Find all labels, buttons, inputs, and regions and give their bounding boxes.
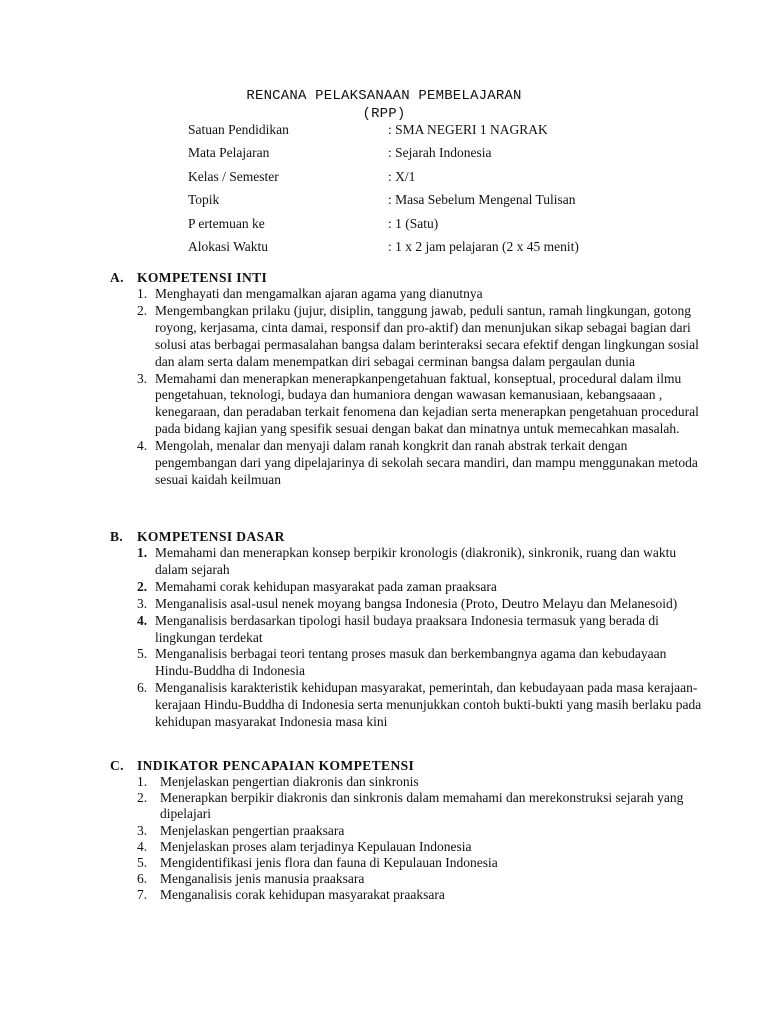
item-number: 5. — [137, 646, 148, 662]
info-value: : X/1 — [388, 168, 416, 184]
list-item — [110, 646, 707, 680]
list-item — [110, 680, 707, 731]
item-number: 2. — [137, 302, 148, 318]
item-text: Memahami dan menerapkan menerapkanpengetahuan faktual, konseptual, procedural dalam ilmu pengetahuan, teknologi, budaya dan humaniora dengan wawasan kemanusiaan, kebangsaaan , kenegaraan, dan peradaban terkait fenomena dan kejadian serta menerapkan pengetahuan procedural pada bidang kajian yang spesifik sesuai dengan bakat dan minatnya untuk memecahkan masalah. — [155, 370, 699, 437]
item-text: Menghayati dan mengamalkan ajaran agama yang dianutnya — [155, 286, 483, 301]
item-text: Menerapkan berpikir diakronis dan sinkronis dalam memahami dan merekonstruksi sejarah yang dipelajari — [160, 790, 684, 822]
item-number: 3. — [137, 822, 148, 838]
item-text: Mengolah, menalar dan menyaji dalam ranah kongkrit dan ranah abstrak terkait dengan pengembangan dari yang dipelajarinya di sekolah secara mandiri, dan mampu menggunakan metoda sesuai kaidah keilmuan — [155, 438, 698, 487]
info-value: : Masa Sebelum Mengenal Tulisan — [388, 192, 576, 208]
item-text: Menganalisis berdasarkan tipologi hasil budaya praaksara Indonesia termasuk yang berada di lingkungan terdekat — [155, 612, 659, 645]
item-number: 5. — [137, 855, 148, 871]
info-row-satuan — [188, 121, 748, 144]
item-number: 6. — [137, 871, 148, 887]
item-text: Menganalisis karakteristik kehidupan masyarakat, pemerintah, dan kebudayaan pada masa kerajaan-kerajaan Hindu-Buddha di Indonesia serta menunjukkan contoh bukti-bukti yang masih berlaku pada kehidupan masyarakat Indonesia masa kini — [155, 680, 702, 730]
item-text: Memahami dan menerapkan konsep berpikir kronologis (diakronik), sinkronik, ruang dan waktu dalam sejarah — [155, 545, 677, 577]
section-title: KOMPETENSI INTI — [137, 270, 268, 285]
list-item — [110, 545, 707, 579]
info-row-pertemuan — [188, 215, 748, 238]
info-row-mapel — [188, 144, 748, 167]
item-list — [110, 545, 710, 731]
item-number: 4. — [137, 838, 148, 854]
item-number: 2. — [137, 790, 148, 806]
list-item — [110, 839, 712, 855]
item-list — [110, 774, 710, 904]
section-letter: A. — [110, 270, 124, 285]
item-text: Menganalisis asal-usul nenek moyang bangsa Indonesia (Proto, Deutro Melayu dan Melanesoid) — [155, 595, 678, 611]
list-item — [110, 887, 712, 903]
item-text: Mengembangkan prilaku (jujur, disiplin, tanggung jawab, peduli santun, ramah lingkungan, gotong royong, kerjasama, cinta damai, responsif dan pro-aktif) dan menunjukan sikap sebagai bagian dari solusi atas berbagai permasalahan bangsa dalam berinteraksi secara efektif dengan lingkungan sosial dan alam serta dalam menempatkan diri sebagai cerminan bangsa dalam pergaulan dunia — [155, 302, 699, 369]
item-number: 3. — [137, 595, 148, 611]
item-text: Menganalisis corak kehidupan masyarakat praaksara — [160, 887, 445, 903]
item-number: 1. — [137, 545, 148, 560]
document-title: RENCANA PELAKSANAAN PEMBELAJARAN — [246, 88, 522, 104]
info-row-kelas — [188, 168, 748, 191]
info-value: : SMA NEGERI 1 NAGRAK — [388, 122, 548, 137]
list-item — [110, 871, 712, 887]
info-label: Satuan Pendidikan — [188, 122, 289, 137]
list-item — [110, 438, 707, 489]
item-text: Menganalisis berbagai teori tentang proses masuk dan berkembangnya agama dan kebudayaan Hindu-Buddha di Indonesia — [155, 646, 667, 679]
info-label: Topik — [188, 192, 220, 208]
list-item — [110, 371, 707, 439]
list-item — [110, 596, 707, 613]
section-heading — [110, 270, 710, 286]
section-kompetensi-inti — [110, 270, 710, 489]
info-value: : 1 (Satu) — [388, 215, 439, 231]
info-label: P ertemuan ke — [188, 215, 265, 231]
identity-table — [188, 121, 748, 261]
info-row-topik — [188, 191, 748, 214]
item-text: Menjelaskan pengertian praaksara — [160, 822, 345, 838]
list-item — [110, 613, 707, 647]
section-heading — [110, 758, 710, 774]
info-label: Mata Pelajaran — [188, 145, 270, 161]
item-number: 1. — [137, 774, 148, 789]
list-item — [110, 579, 707, 596]
info-label: Kelas / Semester — [188, 168, 279, 184]
list-item — [110, 790, 712, 822]
item-text: Menganalisis jenis manusia praaksara — [160, 871, 365, 887]
item-number: 6. — [137, 680, 148, 696]
info-label: Alokasi Waktu — [188, 238, 269, 254]
item-number: 1. — [137, 286, 148, 301]
item-text: Mengidentifikasi jenis flora dan fauna di Kepulauan Indonesia — [160, 855, 498, 871]
section-letter: B. — [110, 529, 124, 544]
section-heading — [110, 529, 710, 545]
section-indikator — [110, 758, 710, 904]
info-row-alokasi — [188, 238, 748, 261]
section-letter: C. — [110, 758, 124, 773]
item-text: Memahami corak kehidupan masyarakat pada zaman praaksara — [155, 578, 497, 594]
list-item — [110, 286, 707, 303]
list-item — [110, 855, 712, 871]
item-list — [110, 286, 710, 489]
item-number: 2. — [137, 578, 148, 594]
section-title: KOMPETENSI DASAR — [137, 529, 285, 544]
info-value: : 1 x 2 jam pelajaran (2 x 45 menit) — [388, 238, 579, 254]
item-text: Menjelaskan pengertian diakronis dan sinkronis — [160, 774, 419, 789]
list-item — [110, 774, 712, 790]
document-subtitle: (RPP) — [362, 106, 406, 122]
section-title: INDIKATOR PENCAPAIAN KOMPETENSI — [137, 758, 415, 773]
item-number: 4. — [137, 612, 148, 628]
list-item — [110, 303, 707, 371]
item-number: 7. — [137, 887, 148, 903]
item-number: 4. — [137, 438, 148, 454]
item-text: Menjelaskan proses alam terjadinya Kepulauan Indonesia — [160, 838, 472, 854]
list-item — [110, 823, 712, 839]
info-value: : Sejarah Indonesia — [388, 145, 492, 161]
section-kompetensi-dasar — [110, 529, 710, 731]
item-number: 3. — [137, 370, 148, 386]
